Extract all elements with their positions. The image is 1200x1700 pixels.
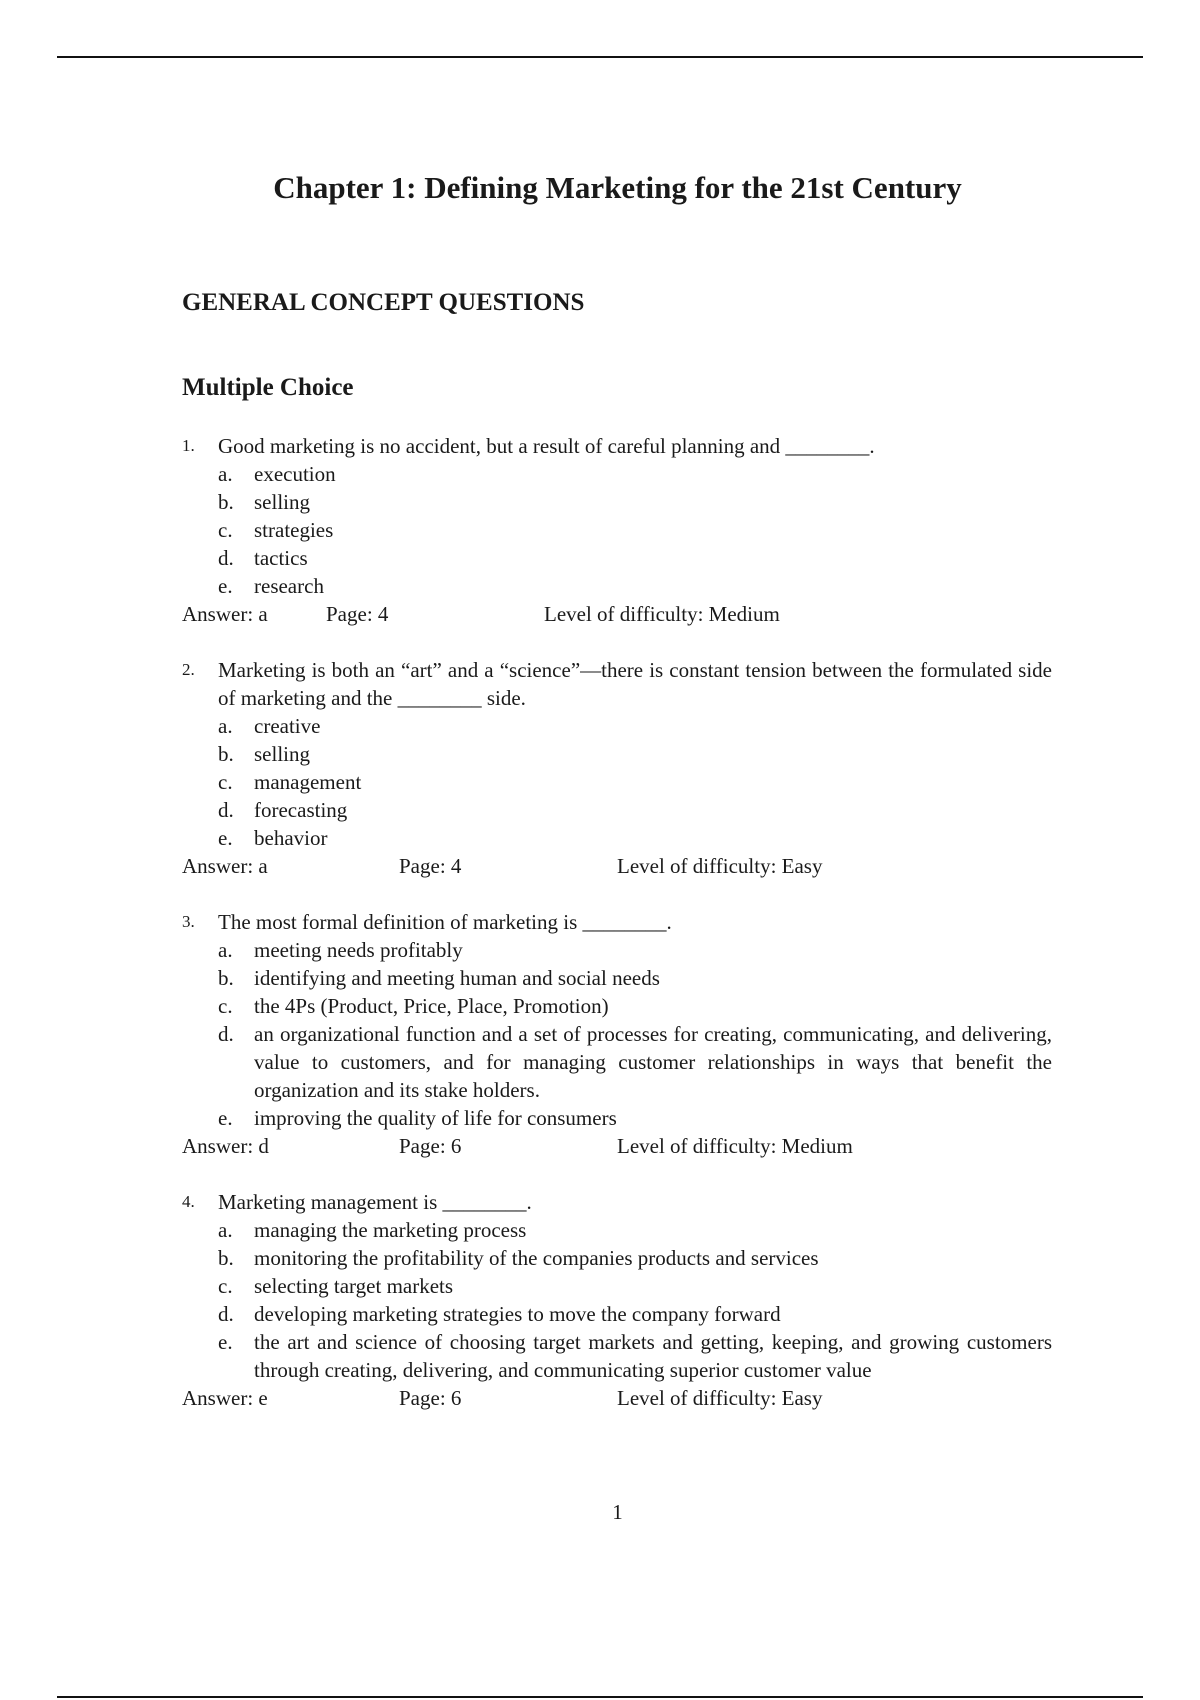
- option: [182, 796, 1052, 824]
- sub-heading: Multiple Choice: [182, 374, 354, 401]
- option-text: identifying and meeting human and social needs: [254, 966, 660, 990]
- option-letter: e.: [218, 1330, 233, 1354]
- option-list: [182, 1216, 1052, 1384]
- option: [182, 936, 1052, 964]
- option-letter: b.: [218, 1246, 234, 1270]
- option-letter: b.: [218, 966, 234, 990]
- option: [182, 1272, 1052, 1300]
- option-list: [182, 460, 1052, 600]
- option-text: forecasting: [254, 798, 348, 822]
- option: [182, 460, 1052, 488]
- option: [182, 740, 1052, 768]
- difficulty-level: Level of difficulty: Easy: [617, 854, 823, 878]
- option-letter: a.: [218, 462, 233, 486]
- option: [182, 1328, 1052, 1384]
- question-number: 3.: [182, 912, 195, 931]
- question-text: Good marketing is no accident, but a result of careful planning and ________.: [218, 434, 875, 458]
- option-letter: d.: [218, 798, 234, 822]
- option-letter: a.: [218, 1218, 233, 1242]
- question-stem: [182, 1188, 1052, 1216]
- option-text: selecting target markets: [254, 1274, 454, 1298]
- option-list: [182, 712, 1052, 852]
- page-ref: Page: 4: [326, 602, 389, 626]
- option-text: research: [254, 574, 324, 598]
- option: [182, 1104, 1052, 1132]
- question-stem: [182, 432, 1052, 460]
- section-heading: GENERAL CONCEPT QUESTIONS: [182, 289, 585, 316]
- option-text: managing the marketing process: [254, 1218, 527, 1242]
- option-letter: a.: [218, 938, 233, 962]
- option-text: creative: [254, 714, 321, 738]
- option-text: selling: [254, 742, 310, 766]
- answer-line: [182, 1384, 1052, 1412]
- answer-key: Answer: e: [182, 1386, 268, 1410]
- page-ref: Page: 6: [399, 1134, 462, 1158]
- option-text: selling: [254, 490, 310, 514]
- option: [182, 516, 1052, 544]
- top-rule: [57, 56, 1143, 58]
- option-text: the art and science of choosing target markets and getting, keeping, and growing customers through creating, delivering, and communicating superior customer value: [254, 1330, 1052, 1382]
- question-3: [182, 908, 1052, 1160]
- option-text: monitoring the profitability of the companies products and services: [254, 1246, 819, 1270]
- option-letter: b.: [218, 742, 234, 766]
- option-letter: e.: [218, 826, 233, 850]
- question-list: [182, 432, 1052, 1440]
- question-number: 4.: [182, 1192, 195, 1211]
- option-letter: a.: [218, 714, 233, 738]
- option-text: the 4Ps (Product, Price, Place, Promotion): [254, 994, 609, 1018]
- difficulty-level: Level of difficulty: Medium: [617, 1134, 853, 1158]
- question-stem: [182, 656, 1052, 712]
- question-text: Marketing management is ________.: [218, 1190, 532, 1214]
- option-text: meeting needs profitably: [254, 938, 463, 962]
- question-number: 2.: [182, 660, 195, 679]
- difficulty-level: Level of difficulty: Easy: [617, 1386, 823, 1410]
- option: [182, 1216, 1052, 1244]
- option: [182, 544, 1052, 572]
- option-text: developing marketing strategies to move the company forward: [254, 1302, 781, 1326]
- option-text: execution: [254, 462, 336, 486]
- option-text: improving the quality of life for consumers: [254, 1106, 617, 1130]
- question-1: [182, 432, 1052, 628]
- page-ref: Page: 4: [399, 854, 462, 878]
- option-letter: e.: [218, 1106, 233, 1130]
- question-number: 1.: [182, 436, 195, 455]
- option: [182, 768, 1052, 796]
- option: [182, 1244, 1052, 1272]
- bottom-rule: [57, 1696, 1143, 1698]
- option: [182, 824, 1052, 852]
- page-number: 1: [612, 1500, 623, 1524]
- question-text: Marketing is both an “art” and a “science”—there is constant tension between the formulated side of marketing and the ________ side.: [218, 658, 1052, 710]
- option-list: [182, 936, 1052, 1132]
- option-text: an organizational function and a set of processes for creating, communicating, and delivering, value to customers, and for managing customer relationships in ways that benefit the organization and its stake holders.: [254, 1022, 1052, 1102]
- option-letter: e.: [218, 574, 233, 598]
- option-letter: b.: [218, 490, 234, 514]
- answer-key: Answer: d: [182, 1134, 269, 1158]
- option-letter: d.: [218, 546, 234, 570]
- option-text: behavior: [254, 826, 328, 850]
- page-ref: Page: 6: [399, 1386, 462, 1410]
- option-letter: c.: [218, 518, 233, 542]
- option: [182, 1300, 1052, 1328]
- option-text: tactics: [254, 546, 308, 570]
- option-letter: d.: [218, 1302, 234, 1326]
- option-letter: c.: [218, 1274, 233, 1298]
- option: [182, 1020, 1052, 1104]
- option: [182, 572, 1052, 600]
- question-4: [182, 1188, 1052, 1412]
- answer-line: [182, 600, 1052, 628]
- option-text: strategies: [254, 518, 334, 542]
- option: [182, 964, 1052, 992]
- difficulty-level: Level of difficulty: Medium: [544, 602, 780, 626]
- question-text: The most formal definition of marketing is ________.: [218, 910, 672, 934]
- question-2: [182, 656, 1052, 880]
- option-letter: c.: [218, 770, 233, 794]
- answer-line: [182, 852, 1052, 880]
- option: [182, 712, 1052, 740]
- option-text: management: [254, 770, 362, 794]
- option: [182, 488, 1052, 516]
- answer-line: [182, 1132, 1052, 1160]
- answer-key: Answer: a: [182, 854, 268, 878]
- answer-key: Answer: a: [182, 602, 268, 626]
- question-stem: [182, 908, 1052, 936]
- option-letter: c.: [218, 994, 233, 1018]
- option-letter: d.: [218, 1022, 234, 1046]
- option: [182, 992, 1052, 1020]
- page-title: Chapter 1: Defining Marketing for the 21st Century: [273, 170, 962, 205]
